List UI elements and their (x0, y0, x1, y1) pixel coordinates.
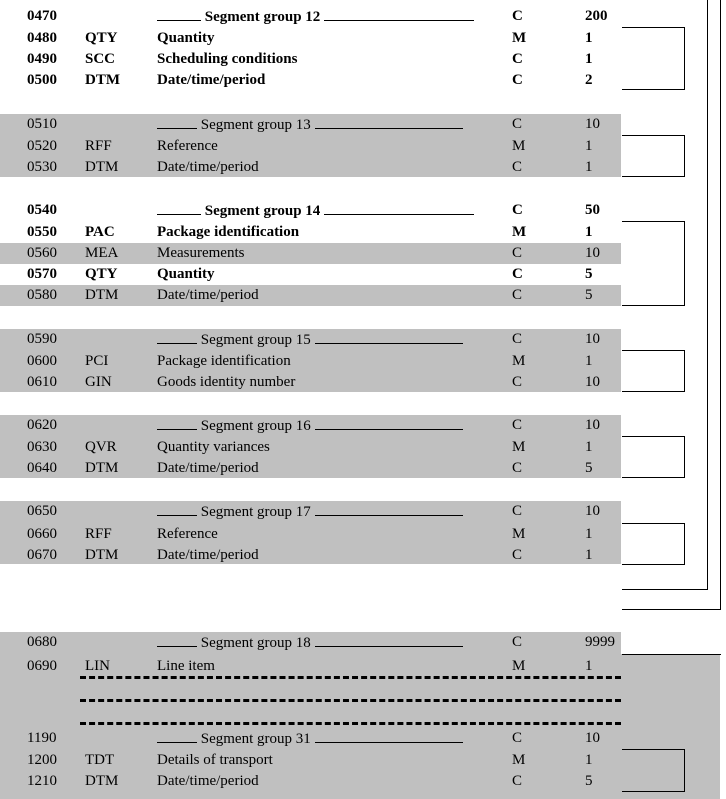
segment-row (0, 351, 621, 372)
status: C (512, 245, 523, 261)
segment-name: Date/time/period (157, 460, 259, 476)
position-number: 0590 (27, 331, 57, 347)
segment-tag: QTY (85, 266, 118, 282)
repeat: 10 (585, 116, 600, 132)
repeat: 10 (585, 245, 600, 261)
position-number: 0680 (27, 634, 57, 650)
position-number: 0670 (27, 547, 57, 563)
repeat: 1 (585, 30, 593, 46)
dashed-separator (80, 722, 621, 725)
repeat: 10 (585, 730, 600, 746)
segment-name: Date/time/period (157, 159, 259, 175)
status: C (512, 547, 523, 563)
repeat: 5 (585, 460, 593, 476)
segment-group-header (0, 6, 621, 27)
repeat: 5 (585, 266, 593, 282)
segment-tag: DTM (85, 460, 119, 476)
repeat: 5 (585, 773, 593, 789)
segment-group-label: Segment group 12 (157, 6, 474, 28)
segment-name: Date/time/period (157, 773, 259, 789)
repeat: 5 (585, 287, 593, 303)
segment-tag: SCC (85, 51, 116, 67)
repeat: 1 (585, 51, 593, 67)
status: C (512, 287, 523, 303)
status: C (512, 634, 523, 650)
segment-name: Date/time/period (157, 287, 259, 303)
segment-tag: LIN (85, 658, 110, 674)
segment-tag: RFF (85, 526, 112, 542)
repeat: 1 (585, 547, 593, 563)
segment-row (0, 771, 621, 792)
dashed-separator (80, 676, 621, 679)
position-number: 0650 (27, 503, 57, 519)
segment-row (0, 524, 621, 545)
segment-row (0, 656, 621, 677)
position-number: 0500 (27, 72, 57, 88)
position-number: 0580 (27, 287, 57, 303)
position-number: 0570 (27, 266, 57, 282)
repeat: 1 (585, 658, 593, 674)
position-number: 0640 (27, 460, 57, 476)
repeat: 1 (585, 224, 593, 240)
segment-tag: QVR (85, 439, 117, 455)
segment-row (0, 222, 621, 243)
segment-name: Package identification (157, 224, 300, 240)
status: C (512, 116, 523, 132)
position-number: 0630 (27, 439, 57, 455)
repeat: 50 (585, 202, 600, 218)
segment-row (0, 285, 621, 306)
segment-name: Package identification (157, 353, 291, 369)
segment-group-label: Segment group 17 (157, 501, 463, 523)
segment-row (0, 49, 621, 70)
segment-row (0, 157, 621, 178)
status: M (512, 353, 526, 369)
segment-group-header (0, 200, 621, 221)
position-number: 0520 (27, 138, 57, 154)
segment-tag: DTM (85, 287, 119, 303)
status: M (512, 30, 527, 46)
position-number: 0530 (27, 159, 57, 175)
position-number: 0470 (27, 8, 57, 24)
segment-group-header (0, 329, 621, 350)
repeat: 10 (585, 374, 600, 390)
repeat: 10 (585, 503, 600, 519)
repeat: 200 (585, 8, 608, 24)
status: C (512, 460, 523, 476)
repeat: 1 (585, 752, 593, 768)
segment-row (0, 458, 621, 479)
segment-group-label: Segment group 15 (157, 329, 463, 351)
repeat: 1 (585, 138, 593, 154)
segment-row (0, 264, 621, 285)
repeat: 10 (585, 417, 600, 433)
position-number: 0510 (27, 116, 57, 132)
segment-row (0, 545, 621, 566)
status: M (512, 658, 526, 674)
segment-name: Quantity (157, 266, 215, 282)
segment-group-label: Segment group 14 (157, 200, 474, 222)
segment-name: Date/time/period (157, 547, 259, 563)
position-number: 1210 (27, 773, 57, 789)
repeat: 10 (585, 331, 600, 347)
segment-row (0, 243, 621, 264)
dashed-separator (80, 699, 621, 702)
segment-tag: TDT (85, 752, 115, 768)
status: C (512, 266, 523, 282)
status: M (512, 752, 526, 768)
segment-group-header (0, 632, 621, 653)
segment-tag: MEA (85, 245, 119, 261)
repeat: 2 (585, 72, 593, 88)
segment-name: Line item (157, 658, 215, 674)
status: M (512, 224, 527, 240)
repeat: 1 (585, 439, 593, 455)
segment-name: Scheduling conditions (157, 51, 298, 67)
segment-name: Quantity variances (157, 439, 270, 455)
segment-group-label: Segment group 31 (157, 728, 463, 750)
segment-name: Measurements (157, 245, 245, 261)
status: C (512, 730, 523, 746)
position-number: 1200 (27, 752, 57, 768)
segment-name: Details of transport (157, 752, 273, 768)
segment-group-label: Segment group 18 (157, 632, 463, 654)
repeat: 1 (585, 159, 593, 175)
segment-name: Reference (157, 526, 218, 542)
position-number: 0550 (27, 224, 57, 240)
segment-row (0, 28, 621, 49)
status: C (512, 202, 523, 218)
status: M (512, 439, 526, 455)
segment-group-header (0, 501, 621, 522)
repeat: 9999 (585, 634, 615, 650)
segment-name: Date/time/period (157, 72, 266, 88)
status: C (512, 72, 523, 88)
status: C (512, 51, 523, 67)
segment-name: Quantity (157, 30, 215, 46)
segment-row (0, 136, 621, 157)
position-number: 0490 (27, 51, 57, 67)
segment-name: Goods identity number (157, 374, 296, 390)
segment-name: Reference (157, 138, 218, 154)
segment-row (0, 70, 621, 91)
status: C (512, 374, 523, 390)
segment-tag: DTM (85, 159, 119, 175)
status: M (512, 526, 526, 542)
repeat: 1 (585, 353, 593, 369)
segment-row (0, 372, 621, 393)
status: C (512, 503, 523, 519)
status: C (512, 8, 523, 24)
segment-group-header (0, 728, 621, 749)
position-number: 0540 (27, 202, 57, 218)
segment-group-label: Segment group 16 (157, 415, 463, 437)
status: C (512, 159, 523, 175)
status: C (512, 417, 523, 433)
position-number: 1190 (27, 730, 57, 746)
segment-group-label: Segment group 13 (157, 114, 463, 136)
status: M (512, 138, 526, 154)
segment-tag: DTM (85, 773, 119, 789)
segment-row (0, 750, 621, 771)
segment-group-header (0, 415, 621, 436)
position-number: 0610 (27, 374, 57, 390)
position-number: 0690 (27, 658, 57, 674)
status: C (512, 331, 523, 347)
segment-tag: RFF (85, 138, 112, 154)
segment-row (0, 437, 621, 458)
position-number: 0620 (27, 417, 57, 433)
status: C (512, 773, 523, 789)
position-number: 0480 (27, 30, 57, 46)
segment-tag: PCI (85, 353, 109, 369)
segment-group-header (0, 114, 621, 135)
position-number: 0600 (27, 353, 57, 369)
segment-tag: DTM (85, 72, 120, 88)
segment-tag: DTM (85, 547, 119, 563)
repeat: 1 (585, 526, 593, 542)
segment-tag: PAC (85, 224, 115, 240)
segment-tag: QTY (85, 30, 118, 46)
segment-tag: GIN (85, 374, 112, 390)
position-number: 0560 (27, 245, 57, 261)
position-number: 0660 (27, 526, 57, 542)
